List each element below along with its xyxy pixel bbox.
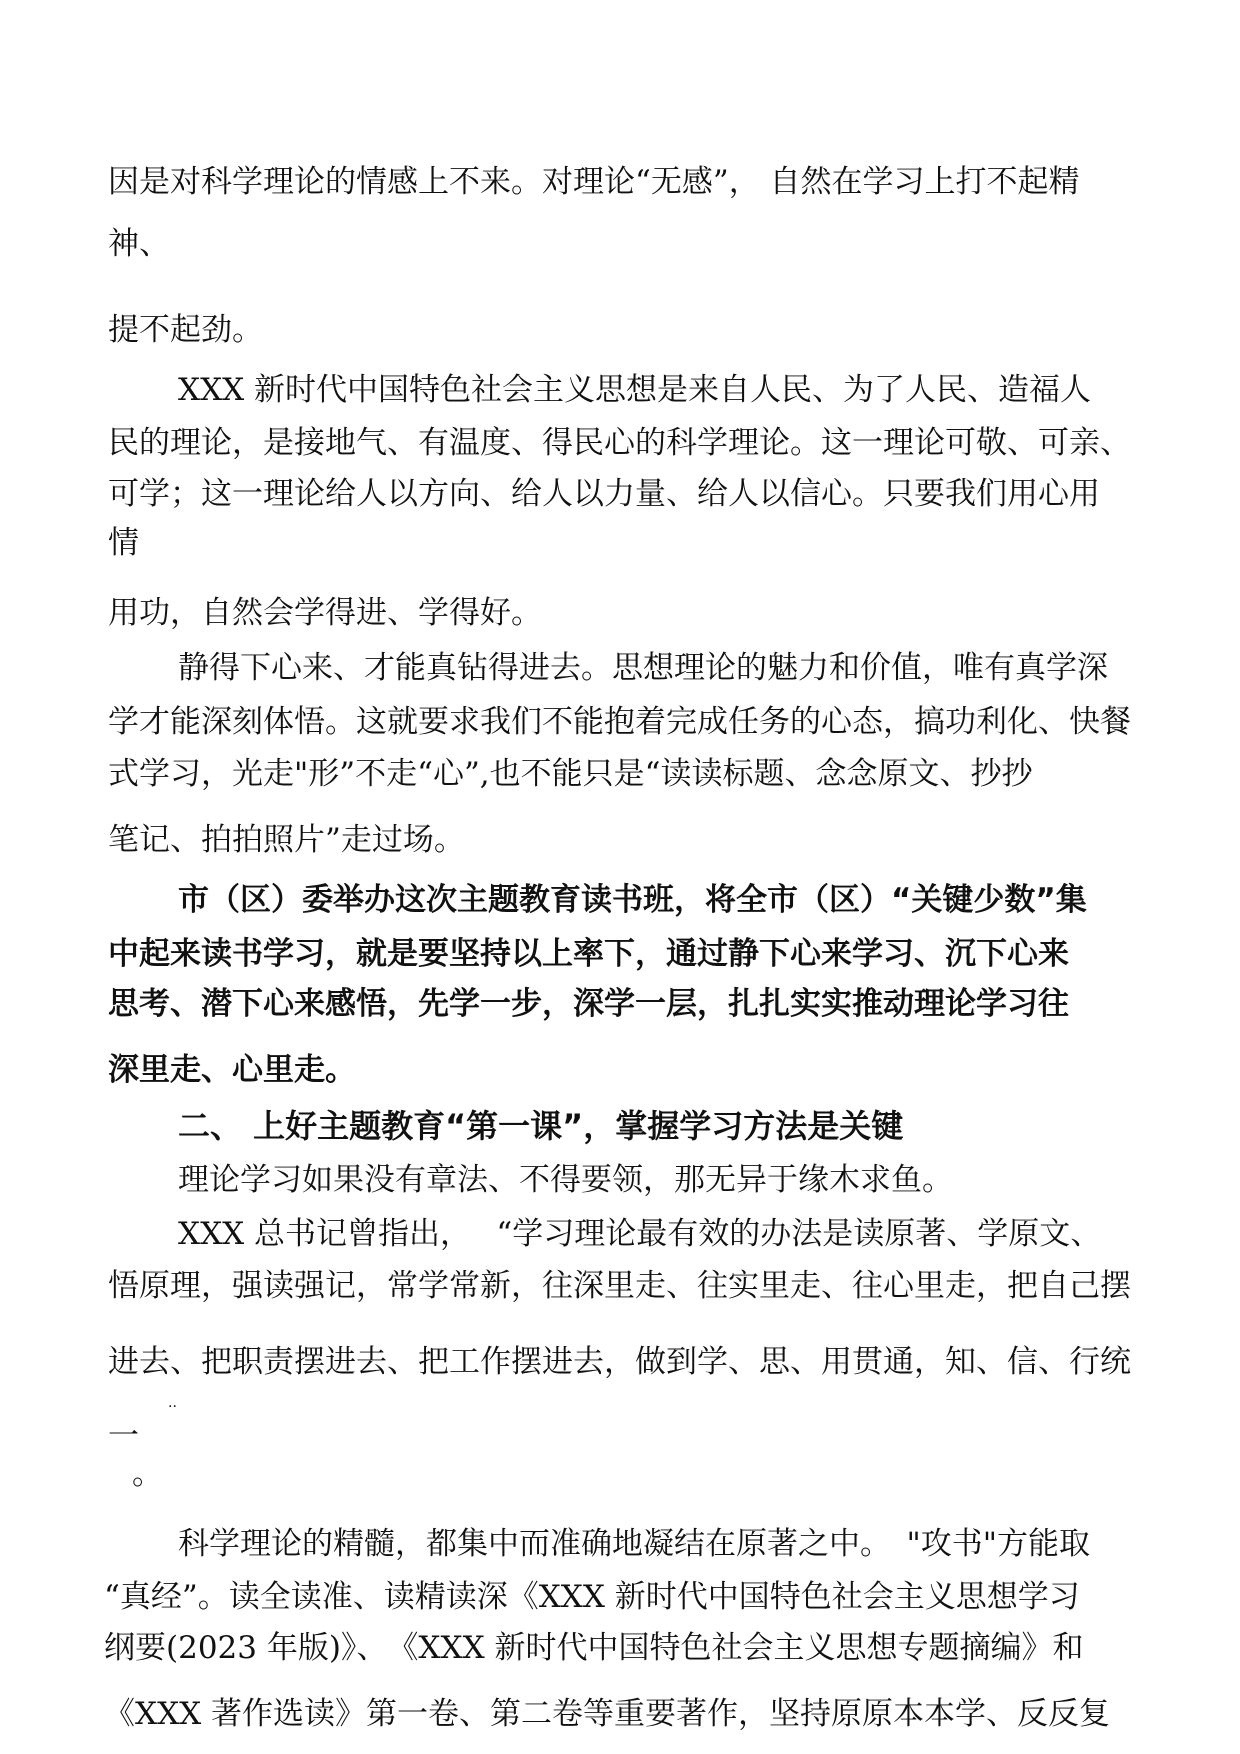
body-text-line: 理论学习如果没有章法、不得要领，那无异于缘木求鱼。	[178, 1162, 953, 1198]
body-text-line: 情	[108, 525, 139, 561]
bold-text-line: 市（区）委举办这次主题教育读书班，将全市（区）“关键少数”集	[178, 882, 1087, 918]
bold-text-line: 思考、潜下心来感悟，先学一步，深学一层，扎扎实实推动理论学习往	[108, 986, 1069, 1022]
body-text-line: XXX 总书记曾指出， “学习理论最有效的办法是读原著、学原文、	[178, 1216, 1102, 1252]
body-text-line: 因是对科学理论的情感上不来。对理论“无感”， 自然在学习上打不起精	[108, 164, 1080, 200]
body-text-line: 式学习，光走"形”不走“心”,也不能只是“读读标题、念念原文、抄抄	[108, 756, 1033, 792]
body-text-line: 纲要(2023 年版)》、 《XXX 新时代中国特色社会主义思想专题摘编》和	[104, 1630, 1084, 1666]
body-text-line: 提不起劲。	[108, 312, 263, 348]
body-text-line: 。	[132, 1456, 163, 1492]
bold-text-line: 中起来读书学习，就是要坚持以上率下，通过静下心来学习、沉下心来	[108, 936, 1069, 972]
body-text-line: 学才能深刻体悟。这就要求我们不能抱着完成任务的心态，搞功利化、快餐	[108, 704, 1131, 740]
body-text-line: 笔记、拍拍照片”走过场。	[108, 822, 465, 858]
body-text-line: 科学理论的精髓，都集中而准确地凝结在原著之中。 "攻书"方能取	[178, 1526, 1091, 1562]
section-heading: 二、 上好主题教育“第一课”，掌握学习方法是关键	[178, 1107, 904, 1145]
body-text-line: 用功，自然会学得进、学得好。	[108, 595, 542, 631]
body-text-line: 进去、把职责摆进去、把工作摆进去，做到学、思、用贯通，知、信、行统	[108, 1344, 1131, 1380]
body-text-line: 静得下心来、才能真钻得进去。思想理论的魅力和价值，唯有真学深	[178, 650, 1108, 686]
body-text-line: XXX 新时代中国特色社会主义思想是来自人民、为了人民、造福人	[178, 372, 1092, 408]
body-text-line: “真经”。读全读准、读精读深《XXX 新时代中国特色社会主义思想学习	[104, 1579, 1080, 1615]
body-text-line: 神、	[108, 226, 170, 262]
bold-text-line: 深里走、心里走。	[108, 1052, 356, 1088]
body-text-line: 一	[108, 1418, 139, 1454]
body-text-line: 《XXX 著作选读》第一卷、第二卷等重要著作，坚持原原本本学、反反复	[104, 1696, 1111, 1732]
body-text-line: 可学；这一理论给人以方向、给人以力量、给人以信心。只要我们用心用	[108, 476, 1100, 512]
body-text-line: 悟原理，强读强记，常学常新，往深里走、往实里走、往心里走，把自己摆	[108, 1268, 1131, 1304]
stray-dots: ..	[168, 1395, 177, 1411]
body-text-line: 民的理论，是接地气、有温度、得民心的科学理论。这一理论可敬、可亲、	[108, 425, 1131, 461]
